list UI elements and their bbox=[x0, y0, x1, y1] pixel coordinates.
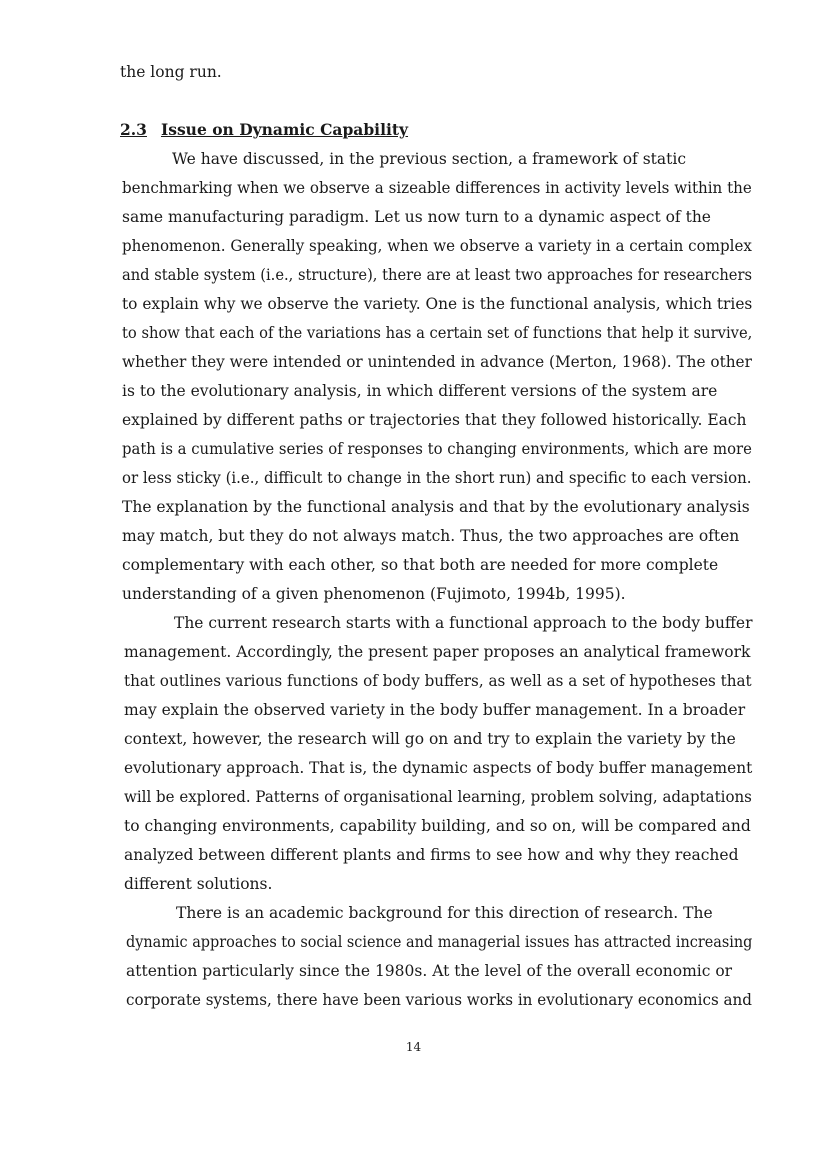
continuation-line: the long run. bbox=[120, 63, 222, 81]
section-title: Issue on Dynamic Capability bbox=[160, 120, 409, 139]
text-line: to changing environments, capability building, and so on, will be compared and bbox=[124, 817, 751, 835]
text-line: may explain the observed variety in the body buffer management. In a broader bbox=[124, 701, 746, 719]
text-line: path is a cumulative series of responses to changing environments, which are more bbox=[122, 440, 752, 458]
text-line: different solutions. bbox=[124, 875, 273, 893]
text-line: evolutionary approach. That is, the dynamic aspects of body buffer management bbox=[124, 759, 753, 777]
text-line: The current research starts with a functional approach to the body buffer bbox=[174, 614, 753, 632]
text-line: dynamic approaches to social science and managerial issues has attracted increasing bbox=[126, 933, 753, 951]
text-line: may match, but they do not always match. Thus, the two approaches are often bbox=[122, 527, 740, 545]
section-number: 2.3 bbox=[120, 120, 147, 139]
text-line: to show that each of the variations has a certain set of functions that help it survive, bbox=[122, 324, 753, 342]
text-line: whether they were intended or unintended in advance (Merton, 1968). The other bbox=[122, 353, 752, 371]
section-heading bbox=[120, 120, 408, 140]
page-number: 14 bbox=[405, 1040, 422, 1054]
text-line: that outlines various functions of body buffers, as well as a set of hypotheses that bbox=[124, 672, 752, 690]
text-line: understanding of a given phenomenon (Fujimoto, 1994b, 1995). bbox=[122, 585, 626, 603]
text-line: benchmarking when we observe a sizeable differences in activity levels within the bbox=[122, 179, 752, 197]
text-line: is to the evolutionary analysis, in which different versions of the system are bbox=[122, 382, 718, 400]
text-line: corporate systems, there have been various works in evolutionary economics and bbox=[126, 991, 753, 1009]
text-line: context, however, the research will go on and try to explain the variety by the bbox=[124, 730, 736, 748]
text-line: or less sticky (i.e., difficult to change in the short run) and specific to each version. bbox=[122, 469, 752, 487]
text-line: complementary with each other, so that both are needed for more complete bbox=[122, 556, 719, 574]
text-line: will be explored. Patterns of organisational learning, problem solving, adaptations bbox=[124, 788, 752, 806]
text-line: attention particularly since the 1980s. At the level of the overall economic or bbox=[126, 962, 733, 980]
text-line: The explanation by the functional analysis and that by the evolutionary analysis bbox=[122, 498, 750, 516]
text-line: We have discussed, in the previous section, a framework of static bbox=[172, 150, 686, 168]
text-line: and stable system (i.e., structure), there are at least two approaches for researchers bbox=[122, 266, 752, 284]
text-line: management. Accordingly, the present paper proposes an analytical framework bbox=[124, 643, 751, 661]
text-line: same manufacturing paradigm. Let us now turn to a dynamic aspect of the bbox=[122, 208, 711, 226]
text-line: analyzed between different plants and firms to see how and why they reached bbox=[124, 846, 739, 864]
text-line: phenomenon. Generally speaking, when we observe a variety in a certain complex bbox=[122, 237, 752, 255]
text-line: There is an academic background for this direction of research. The bbox=[176, 904, 713, 922]
text-line: to explain why we observe the variety. One is the functional analysis, which tries bbox=[122, 295, 753, 313]
text-line: explained by different paths or trajectories that they followed historically. Each bbox=[122, 411, 747, 429]
